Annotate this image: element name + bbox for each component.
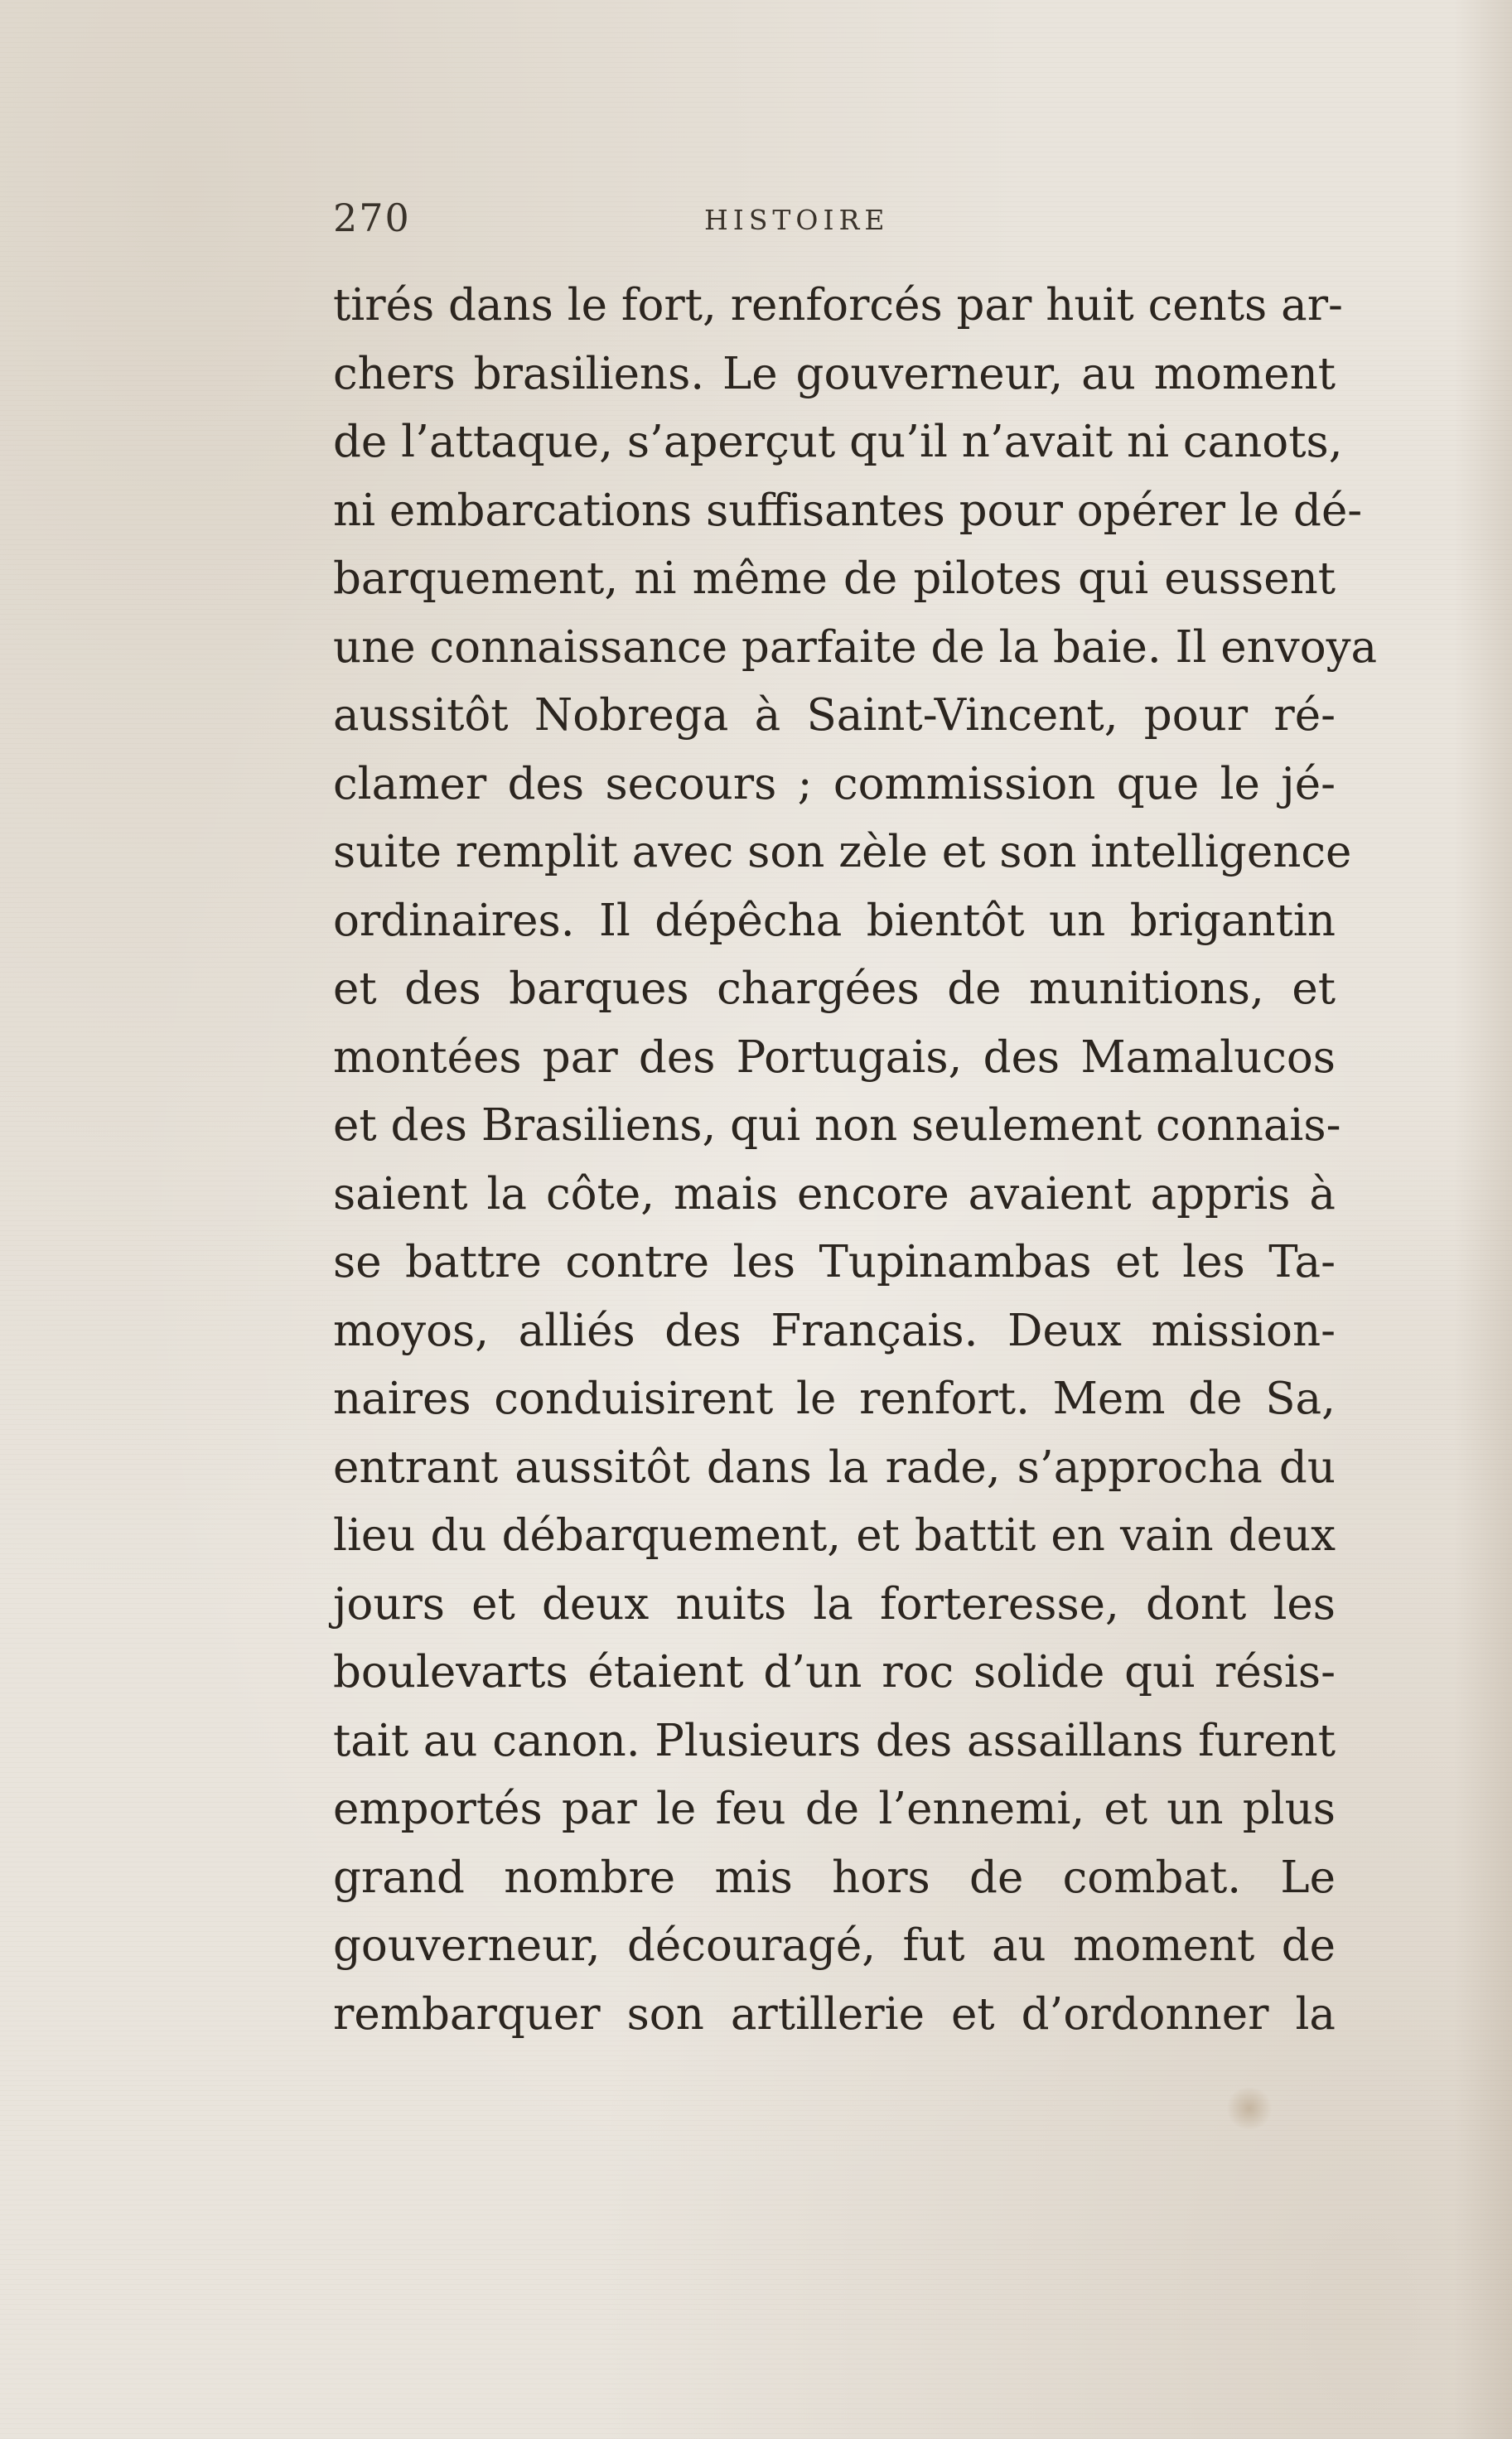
text-line: ordinaires. Il dépêcha bientôt un brigantin (333, 895, 1336, 946)
text-line: saient la côte, mais encore avaient appris à (333, 1168, 1336, 1220)
text-line: ni embarcations suffisantes pour opérer le dé- (333, 485, 1363, 536)
text-line: chers brasiliens. Le gouverneur, au moment (333, 348, 1336, 399)
text-line: moyos, alliés des Français. Deux mission- (333, 1305, 1336, 1356)
paper-stain (1225, 2088, 1274, 2129)
text-line: tirés dans le fort, renforcés par huit cents ar- (333, 280, 1343, 331)
text-line: tait au canon. Plusieurs des assaillans furent (333, 1715, 1336, 1766)
text-line: suite remplit avec son zèle et son intelligence (333, 827, 1352, 877)
text-line: aussitôt Nobrega à Saint-Vincent, pour ré- (333, 690, 1336, 741)
text-line: lieu du débarquement, et battit en vain deux (333, 1510, 1336, 1561)
page-edge-shadow (1454, 0, 1512, 2439)
text-line: clamer des secours ; commission que le jé- (333, 758, 1336, 809)
page-number: 270 (333, 196, 411, 240)
text-line: naires conduisirent le renfort. Mem de Sa, (333, 1374, 1336, 1424)
running-head: HISTOIRE (704, 204, 890, 236)
text-line: une connaissance parfaite de la baie. Il envoya (333, 621, 1378, 673)
text-line: rembarquer son artillerie et d’ordonner la (333, 1988, 1336, 2040)
text-line: boulevarts étaient d’un roc solide qui résis- (333, 1647, 1336, 1698)
text-line: et des barques chargées de munitions, et (333, 964, 1336, 1014)
text-line: emportés par le feu de l’ennemi, et un plus (333, 1784, 1336, 1834)
text-line: montées par des Portugais, des Mamalucos (333, 1031, 1336, 1083)
page-header (333, 196, 946, 254)
text-line: et des Brasiliens, qui non seulement connais- (333, 1100, 1341, 1151)
text-line: de l’attaque, s’aperçut qu’il n’avait ni canots, (333, 417, 1343, 467)
text-line: entrant aussitôt dans la rade, s’approcha du (333, 1442, 1336, 1493)
text-line: gouverneur, découragé, fut au moment de (333, 1920, 1336, 1971)
body-text (333, 272, 1378, 2049)
text-line: grand nombre mis hors de combat. Le (333, 1852, 1336, 1903)
text-line: se battre contre les Tupinambas et les Ta- (333, 1237, 1336, 1287)
text-line: barquement, ni même de pilotes qui eussent (333, 553, 1336, 604)
text-line: jours et deux nuits la forteresse, dont les (333, 1578, 1336, 1630)
